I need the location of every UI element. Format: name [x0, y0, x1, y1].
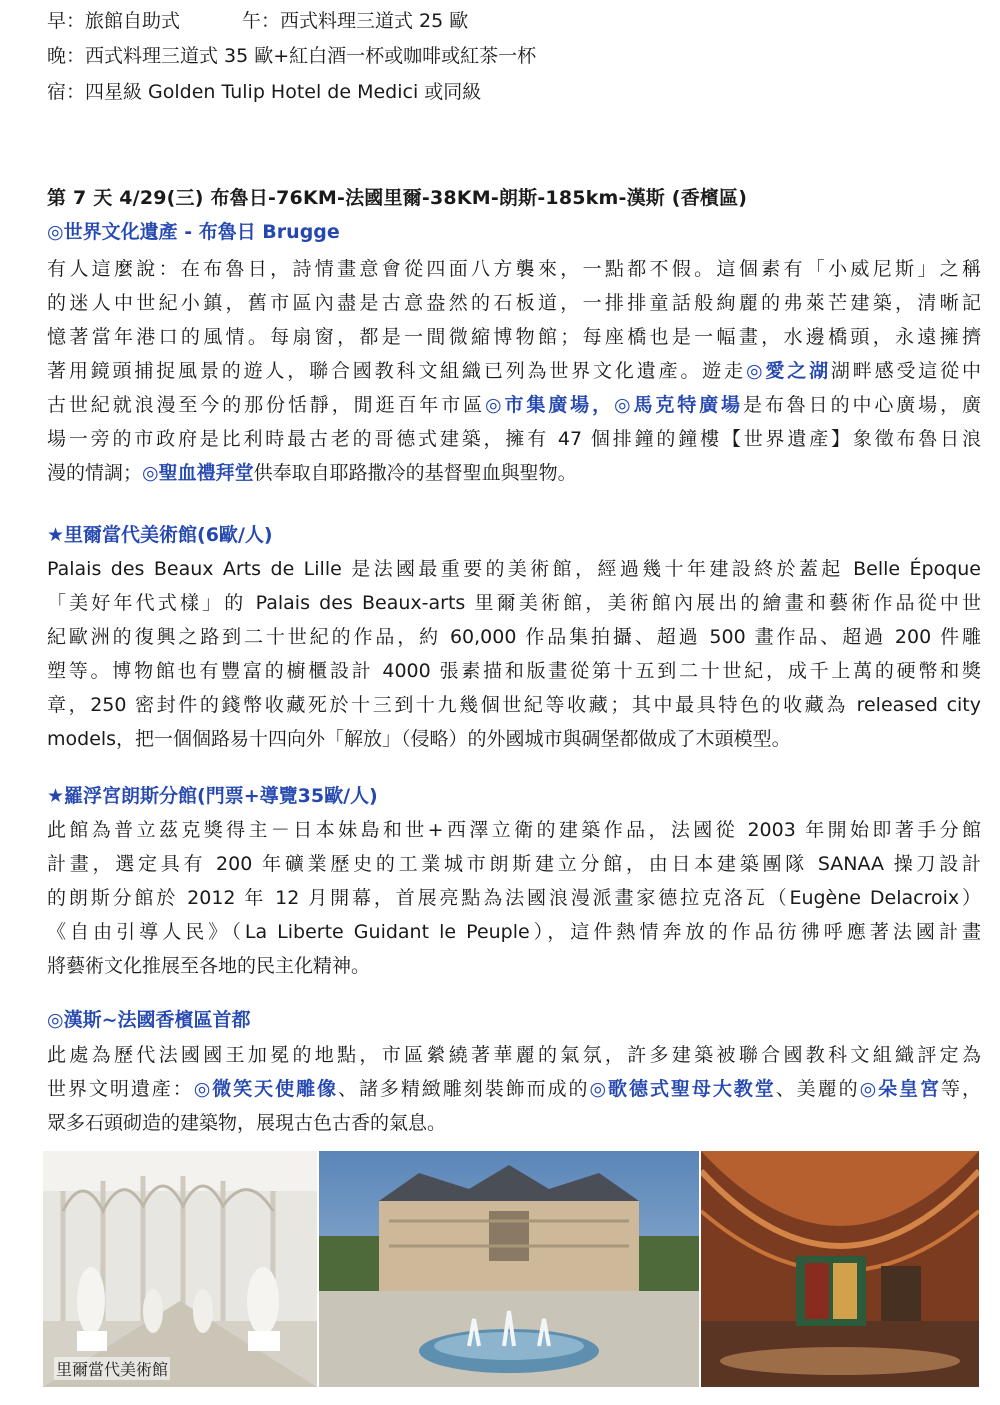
bruges-line	[47, 354, 981, 388]
text-segment: 有人這麼說：在布魯日，詩情畫意會從四面八方襲來，一點都不假。這個素有「小威尼斯」之稱	[47, 258, 981, 280]
text-segment: 等，	[940, 1078, 981, 1100]
bruges-line	[47, 388, 981, 422]
lens-line: 《自由引導人民》（La Liberte Guidant le Peuple），這件熱情奔放的作品彷彿呼應著法國計畫	[47, 921, 981, 943]
bruges-line	[47, 422, 981, 456]
lens-line: 此館為普立茲克獎得主－日本妹島和世+西澤立衛的建築作品，法國從 2003 年開始即著手分館	[47, 819, 981, 841]
text-segment: 憶著當年港口的風情。每扇窗，都是一間微縮博物館；每座橋也是一幅畫，水邊橋頭，永遠擁擠	[47, 326, 981, 348]
text-segment: 漫的情調；	[47, 462, 143, 484]
lille-line: 章，250 密封件的錢幣收藏死於十三到十九幾個世紀等收藏；其中最具特色的收藏為 released city	[47, 694, 981, 716]
highlight-place: ◎市集廣場，◎馬克特廣場	[485, 394, 743, 416]
lens-paragraph	[47, 813, 981, 983]
text-segment: 、美麗的	[775, 1078, 860, 1100]
bruges-line	[47, 456, 981, 490]
text-segment: 供奉取自耶路撒冷的基督聖血與聖物。	[253, 462, 577, 484]
day-heading: 第 7 天 4/29(三) 布魯日-76KM-法國里爾-38KM-朗斯-185km-漢斯 (香檳區)	[47, 187, 748, 209]
bruges-title: ◎世界文化遺產 - 布魯日 Brugge	[47, 221, 340, 243]
reims-paragraph	[47, 1038, 981, 1140]
meal-dinner: 晚：西式料理三道式 35 歐+紅白酒一杯或咖啡或紅茶一杯	[47, 45, 537, 67]
lens-line: 計畫，選定具有 200 年礦業歷史的工業城市朗斯建立分館，由日本建築團隊 SANAA 操刀設計	[47, 853, 981, 875]
lens-line: 的朗斯分館於 2012 年 12 月開幕，首展亮點為法國浪漫派畫家德拉克洛瓦（Eugène Delacroix）	[47, 887, 981, 909]
highlight-place: ◎朵皇宮	[859, 1078, 941, 1100]
text-segment: 世界文明遺產：	[47, 1078, 194, 1100]
photo-lille-palace	[319, 1151, 699, 1387]
highlight-place: ◎歌德式聖母大教堂	[589, 1078, 776, 1100]
lille-line: 塑等。博物館也有豐富的櫥櫃設計 4000 張素描和版畫從第十五到二十世紀，成千上萬的硬幣和獎	[47, 660, 981, 682]
text-segment: 場一旁的市政府是比利時最古老的哥德式建築，擁有 47 個排鐘的鐘樓【世界遺產】象徵布魯日浪	[47, 428, 981, 450]
highlight-place: ◎微笑天使雕像	[193, 1078, 339, 1100]
bruges-paragraph	[47, 252, 981, 490]
photo-lille-gallery	[43, 1151, 317, 1387]
lille-title: ★里爾當代美術館(6歐/人)	[47, 524, 273, 546]
lille-line: 紀歐洲的復興之路到二十世紀的作品，約 60,000 作品集拍攝、超過 500 畫作品、超過 200 件雕	[47, 626, 981, 648]
lille-line: models，把一個個路易十四向外「解放」（侵略）的外國城市與碉堡都做成了木頭模型。	[47, 728, 791, 750]
reims-line	[47, 1038, 981, 1072]
photo-caption: 里爾當代美術館	[54, 1357, 170, 1380]
lunch-text: 午：西式料理三道式 25 歐	[242, 10, 469, 32]
highlight-place: ◎聖血禮拜堂	[142, 462, 254, 484]
lille-line: Palais des Beaux Arts de Lille 是法國最重要的美術館，經過幾十年建設終於蓋起 Belle Époque	[47, 558, 981, 580]
text-segment: 湖畔感受這從中	[830, 360, 981, 382]
lille-paragraph	[47, 552, 981, 756]
text-segment: 古世紀就浪漫至今的那份恬靜，閒逛百年市區	[47, 394, 485, 416]
bruges-line	[47, 320, 981, 354]
meal-breakfast-lunch	[47, 4, 468, 38]
text-segment: 、諸多精緻雕刻裝飾而成的	[338, 1078, 590, 1100]
breakfast-text: 早：旅館自助式	[47, 10, 181, 32]
bruges-line	[47, 252, 981, 286]
text-segment: 著用鏡頭捕捉風景的遊人，聯合國教科文組織已列為世界文化遺產。遊走	[47, 360, 746, 382]
bruges-line	[47, 286, 981, 320]
lille-line: 「美好年代式樣」的 Palais des Beaux-arts 里爾美術館，美術館內展出的繪畫和藝術作品從中世	[47, 592, 981, 614]
text-segment: 的迷人中世紀小鎮，舊市區內盡是古意盎然的石板道，一排排童話般絢麗的弗萊芒建築，清晰記	[47, 292, 981, 314]
photo-strip	[43, 1151, 979, 1387]
hotel-line: 宿：四星級 Golden Tulip Hotel de Medici 或同級	[47, 81, 482, 103]
lens-title: ★羅浮宮朗斯分館(門票+導覽35歐/人)	[47, 785, 378, 807]
reims-line	[47, 1072, 981, 1106]
text-segment: 是布魯日的中心廣場，廣	[742, 394, 981, 416]
reims-line	[47, 1106, 981, 1140]
lens-line: 將藝術文化推展至各地的民主化精神。	[47, 955, 371, 977]
photo-lille-vault	[701, 1151, 979, 1387]
highlight-place: ◎愛之湖	[745, 360, 831, 382]
text-segment: 此處為歷代法國國王加冕的地點，市區縈繞著華麗的氣氛，許多建築被聯合國教科文組織評定為	[47, 1044, 981, 1066]
reims-title: ◎漢斯~法國香檳區首都	[47, 1009, 251, 1031]
text-segment: 眾多石頭砌造的建築物，展現古色古香的氣息。	[47, 1112, 447, 1134]
